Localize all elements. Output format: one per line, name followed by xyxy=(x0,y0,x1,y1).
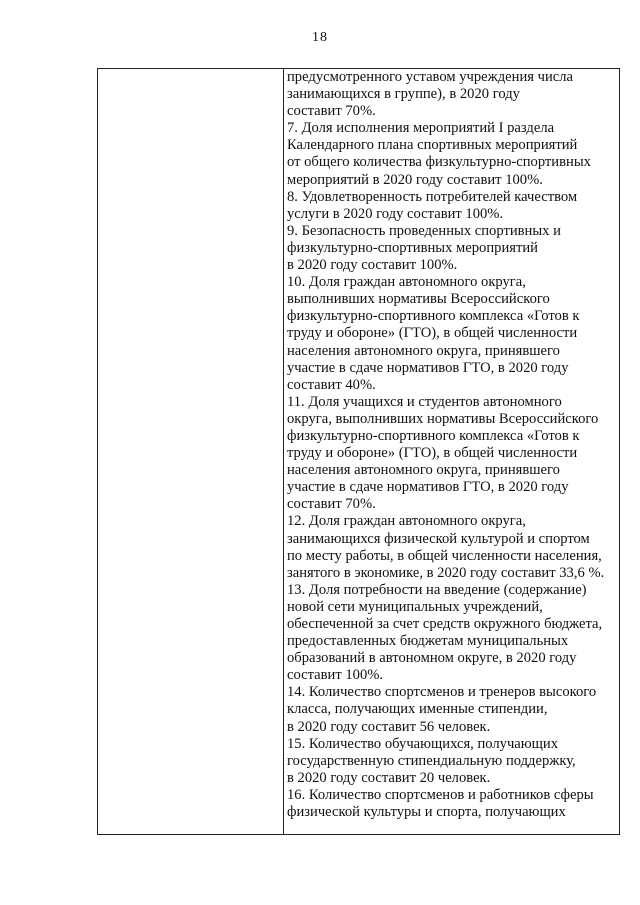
table-cell-text xyxy=(287,69,617,821)
text-line: предусмотренного уставом учреждения числа xyxy=(287,69,574,85)
text-line: составит 40%. xyxy=(287,376,376,393)
text-line: 16. Количество спортсменов и работников сферы xyxy=(287,786,594,803)
text-line: новой сети муниципальных учреждений, xyxy=(287,598,543,615)
text-line: занимающихся в группе), в 2020 году xyxy=(287,86,520,103)
text-line: выполнивших нормативы Всероссийского xyxy=(287,291,550,308)
text-line: составит 70%. xyxy=(287,496,376,513)
text-line: 12. Доля граждан автономного округа, xyxy=(287,513,526,530)
text-line: труду и обороне» (ГТО), в общей численности xyxy=(287,325,578,342)
text-line: в 2020 году составит 56 человек. xyxy=(287,718,491,735)
text-line: мероприятий в 2020 году составит 100%. xyxy=(287,171,543,188)
text-line: услуги в 2020 году составит 100%. xyxy=(287,205,504,222)
text-line: 15. Количество обучающихся, получающих xyxy=(287,735,559,752)
text-line: от общего количества физкультурно-спортивных xyxy=(287,154,591,171)
text-line: образований в автономном округе, в 2020 году xyxy=(287,650,577,667)
text-line: занятого в экономике, в 2020 году составит 33,6 %. xyxy=(287,564,605,581)
text-line: 8. Удовлетворенность потребителей качеством xyxy=(287,188,578,205)
text-line: занимающихся физической культурой и спортом xyxy=(287,530,590,547)
text-line: труду и обороне» (ГТО), в общей численности xyxy=(287,445,578,462)
text-line: населения автономного округа, принявшего xyxy=(287,462,560,479)
text-line: составит 100%. xyxy=(287,667,384,684)
text-line: по месту работы, в общей численности населения, xyxy=(287,547,602,564)
text-line: 14. Количество спортсменов и тренеров высокого xyxy=(287,684,597,701)
text-line: физкультурно-спортивных мероприятий xyxy=(287,239,538,256)
text-line: населения автономного округа, принявшего xyxy=(287,342,560,359)
text-line: 13. Доля потребности на введение (содержание) xyxy=(287,581,587,598)
text-line: участие в сдаче нормативов ГТО, в 2020 году xyxy=(287,359,569,376)
text-line: составит 70%. xyxy=(287,103,376,120)
text-line: 7. Доля исполнения мероприятий I раздела xyxy=(287,120,555,137)
text-line: в 2020 году составит 100%. xyxy=(287,257,458,274)
text-line: 11. Доля учащихся и студентов автономного xyxy=(287,393,562,410)
text-line: физкультурно-спортивного комплекса «Готов к xyxy=(287,308,580,325)
text-line: 9. Безопасность проведенных спортивных и xyxy=(287,222,561,239)
text-line: округа, выполнивших нормативы Всероссийского xyxy=(287,410,599,427)
text-line: физической культуры и спорта, получающих xyxy=(287,804,566,821)
text-line: предоставленных бюджетам муниципальных xyxy=(287,633,569,650)
text-line: класса, получающих именные стипендии, xyxy=(287,701,548,718)
text-line: физкультурно-спортивного комплекса «Готов к xyxy=(287,427,580,444)
text-line: в 2020 году составит 20 человек. xyxy=(287,769,491,786)
text-line: 10. Доля граждан автономного округа, xyxy=(287,274,526,291)
text-line: Календарного плана спортивных мероприятий xyxy=(287,137,578,154)
document-table xyxy=(97,68,620,835)
text-line: участие в сдаче нормативов ГТО, в 2020 году xyxy=(287,479,569,496)
column-divider xyxy=(283,69,284,834)
text-line: государственную стипендиальную поддержку, xyxy=(287,752,576,769)
text-line: обеспеченной за счет средств окружного бюджета, xyxy=(287,616,603,632)
page-number: 18 xyxy=(312,30,328,45)
